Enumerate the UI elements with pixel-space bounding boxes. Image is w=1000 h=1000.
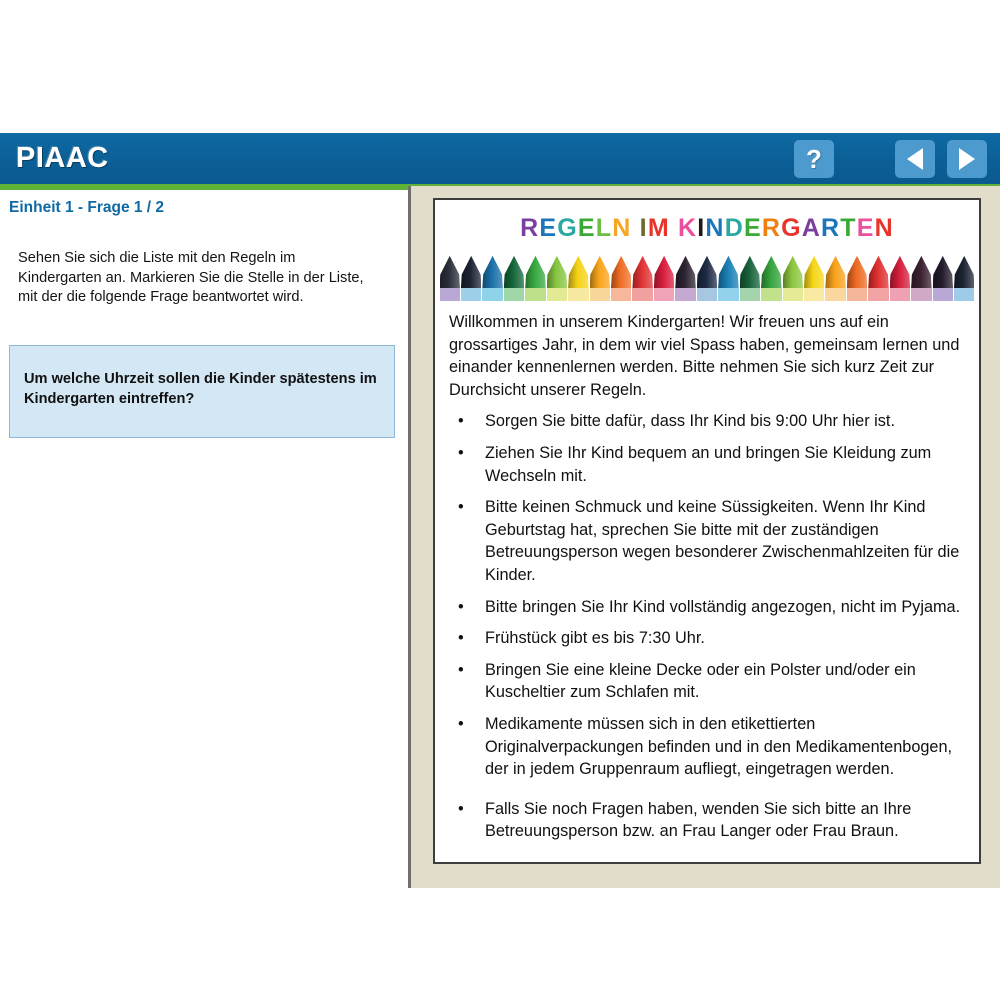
- triangle-right-icon: [959, 148, 975, 170]
- rule-text: Sorgen Sie bitte dafür, dass Ihr Kind bis 9:00 Uhr hier ist.: [485, 412, 895, 431]
- crayon-icon: [525, 256, 545, 301]
- kindergarten-rules-document[interactable]: [433, 198, 981, 864]
- previous-button[interactable]: [895, 140, 935, 178]
- title-letter: D: [724, 214, 744, 242]
- instruction-panel: [0, 190, 404, 950]
- crayon-icon: [461, 256, 481, 301]
- crayon-icon: [547, 256, 567, 301]
- crayon-icon: [933, 256, 953, 301]
- crayon-icon: [440, 256, 460, 301]
- instruction-text: Sehen Sie sich die Liste mit den Regeln im Kindergarten an. Markieren Sie die Stelle in der Liste, mit der die folgende Frage beantwortet wird.: [18, 250, 364, 305]
- title-letter: R: [761, 214, 782, 242]
- bullet-icon: •: [458, 597, 464, 616]
- rule-text: Falls Sie noch Fragen haben, wenden Sie sich bitte an Ihre Betreuungsperson bzw. an Frau Langer oder Frau Braun.: [485, 799, 912, 841]
- rule-item[interactable]: [449, 410, 965, 433]
- crayon-icon: [954, 256, 974, 301]
- title-letter: [632, 214, 640, 242]
- crayon-icon: [890, 256, 910, 301]
- document-title: [435, 214, 979, 243]
- rule-item[interactable]: [449, 496, 965, 586]
- crayon-icon: [675, 256, 695, 301]
- title-letter: E: [539, 214, 558, 242]
- crayon-icon: [568, 256, 588, 301]
- bullet-icon: •: [458, 412, 464, 431]
- rule-text: Ziehen Sie Ihr Kind bequem an und bringen Sie Kleidung zum Wechseln mit.: [485, 443, 932, 485]
- bullet-icon: •: [458, 443, 464, 462]
- app-header: [0, 133, 1000, 184]
- bullet-icon: •: [458, 714, 464, 733]
- title-letter: I: [639, 214, 648, 242]
- title-letter: R: [520, 214, 540, 242]
- question-mark-icon: ?: [806, 143, 822, 174]
- unit-question-label: Einheit 1 - Frage 1 / 2: [9, 199, 165, 216]
- crayon-icon: [783, 256, 803, 301]
- bullet-icon: •: [458, 498, 464, 517]
- app-title: PIAAC: [16, 142, 109, 174]
- crayon-icon: [740, 256, 760, 301]
- rule-text: Frühstück gibt es bis 7:30 Uhr.: [485, 629, 705, 648]
- title-letter: L: [595, 214, 613, 242]
- rule-item[interactable]: [449, 442, 965, 487]
- rule-item[interactable]: [449, 713, 965, 781]
- title-letter: G: [557, 214, 578, 242]
- title-letter: G: [781, 214, 802, 242]
- title-letter: I: [697, 214, 706, 242]
- title-letter: N: [874, 214, 894, 242]
- crayon-icon: [632, 256, 652, 301]
- rule-text: Bitte bringen Sie Ihr Kind vollständig angezogen, nicht im Pyjama.: [485, 597, 961, 616]
- title-letter: E: [577, 214, 596, 242]
- bullet-icon: •: [458, 660, 464, 679]
- triangle-left-icon: [907, 148, 923, 170]
- rule-text: Bringen Sie eine kleine Decke oder ein Polster und/oder ein Kuscheltier zum Schlafen mit.: [485, 660, 916, 702]
- welcome-paragraph: Willkommen in unserem Kindergarten! Wir freuen uns auf ein grossartiges Jahr, in dem wir viel Spass haben, gemeinsam lernen und einander kennenlernen werden. Bitte nehmen Sie sich kurz Zeit zur Durchsicht unserer Regeln.: [449, 313, 960, 399]
- crayon-icon: [868, 256, 888, 301]
- title-letter: E: [743, 214, 762, 242]
- crayon-icon: [718, 256, 738, 301]
- crayon-row-image: [435, 252, 979, 301]
- rule-text: Medikamente müssen sich in den etikettierten Originalverpackungen befinden und in den Medikamentenbogen, der in jedem Gruppenraum aufliegt, eingetragen werden.: [485, 714, 953, 779]
- next-button[interactable]: [947, 140, 987, 178]
- crayon-icon: [761, 256, 781, 301]
- stimulus-panel: [408, 186, 1000, 888]
- crayon-icon: [654, 256, 674, 301]
- rules-list: [449, 410, 965, 843]
- crayon-icon: [611, 256, 631, 301]
- bullet-icon: •: [458, 629, 464, 648]
- title-letter: K: [678, 214, 698, 242]
- question-box: [9, 345, 395, 438]
- title-letter: M: [647, 214, 670, 242]
- title-letter: N: [612, 214, 632, 242]
- crayon-icon: [590, 256, 610, 301]
- rule-item[interactable]: [449, 659, 965, 704]
- crayon-icon: [911, 256, 931, 301]
- crayon-icon: [482, 256, 502, 301]
- crayon-icon: [504, 256, 524, 301]
- title-letter: T: [840, 214, 857, 242]
- title-letter: [670, 214, 678, 242]
- rule-item[interactable]: [449, 627, 965, 650]
- crayon-icon: [697, 256, 717, 301]
- header-actions: [794, 140, 987, 178]
- title-letter: N: [705, 214, 725, 242]
- help-button[interactable]: [794, 140, 834, 178]
- title-letter: R: [821, 214, 841, 242]
- bullet-icon: •: [458, 799, 464, 818]
- crayon-icon: [847, 256, 867, 301]
- rule-text: Bitte keinen Schmuck und keine Süssigkeiten. Wenn Ihr Kind Geburtstag hat, sprechen Sie bitte mit der zuständigen Betreuungsperson wegen besonderer Zwischenmahlzeiten für die Kinder.: [485, 498, 960, 584]
- title-letter: A: [801, 214, 822, 242]
- crayon-icon: [825, 256, 845, 301]
- question-text: Um welche Uhrzeit sollen die Kinder spätestens im Kindergarten eintreffen?: [24, 371, 377, 407]
- title-letter: E: [856, 214, 875, 242]
- document-body: [435, 301, 979, 843]
- rule-item[interactable]: [449, 596, 965, 619]
- crayon-icon: [804, 256, 824, 301]
- rule-item[interactable]: [449, 798, 965, 843]
